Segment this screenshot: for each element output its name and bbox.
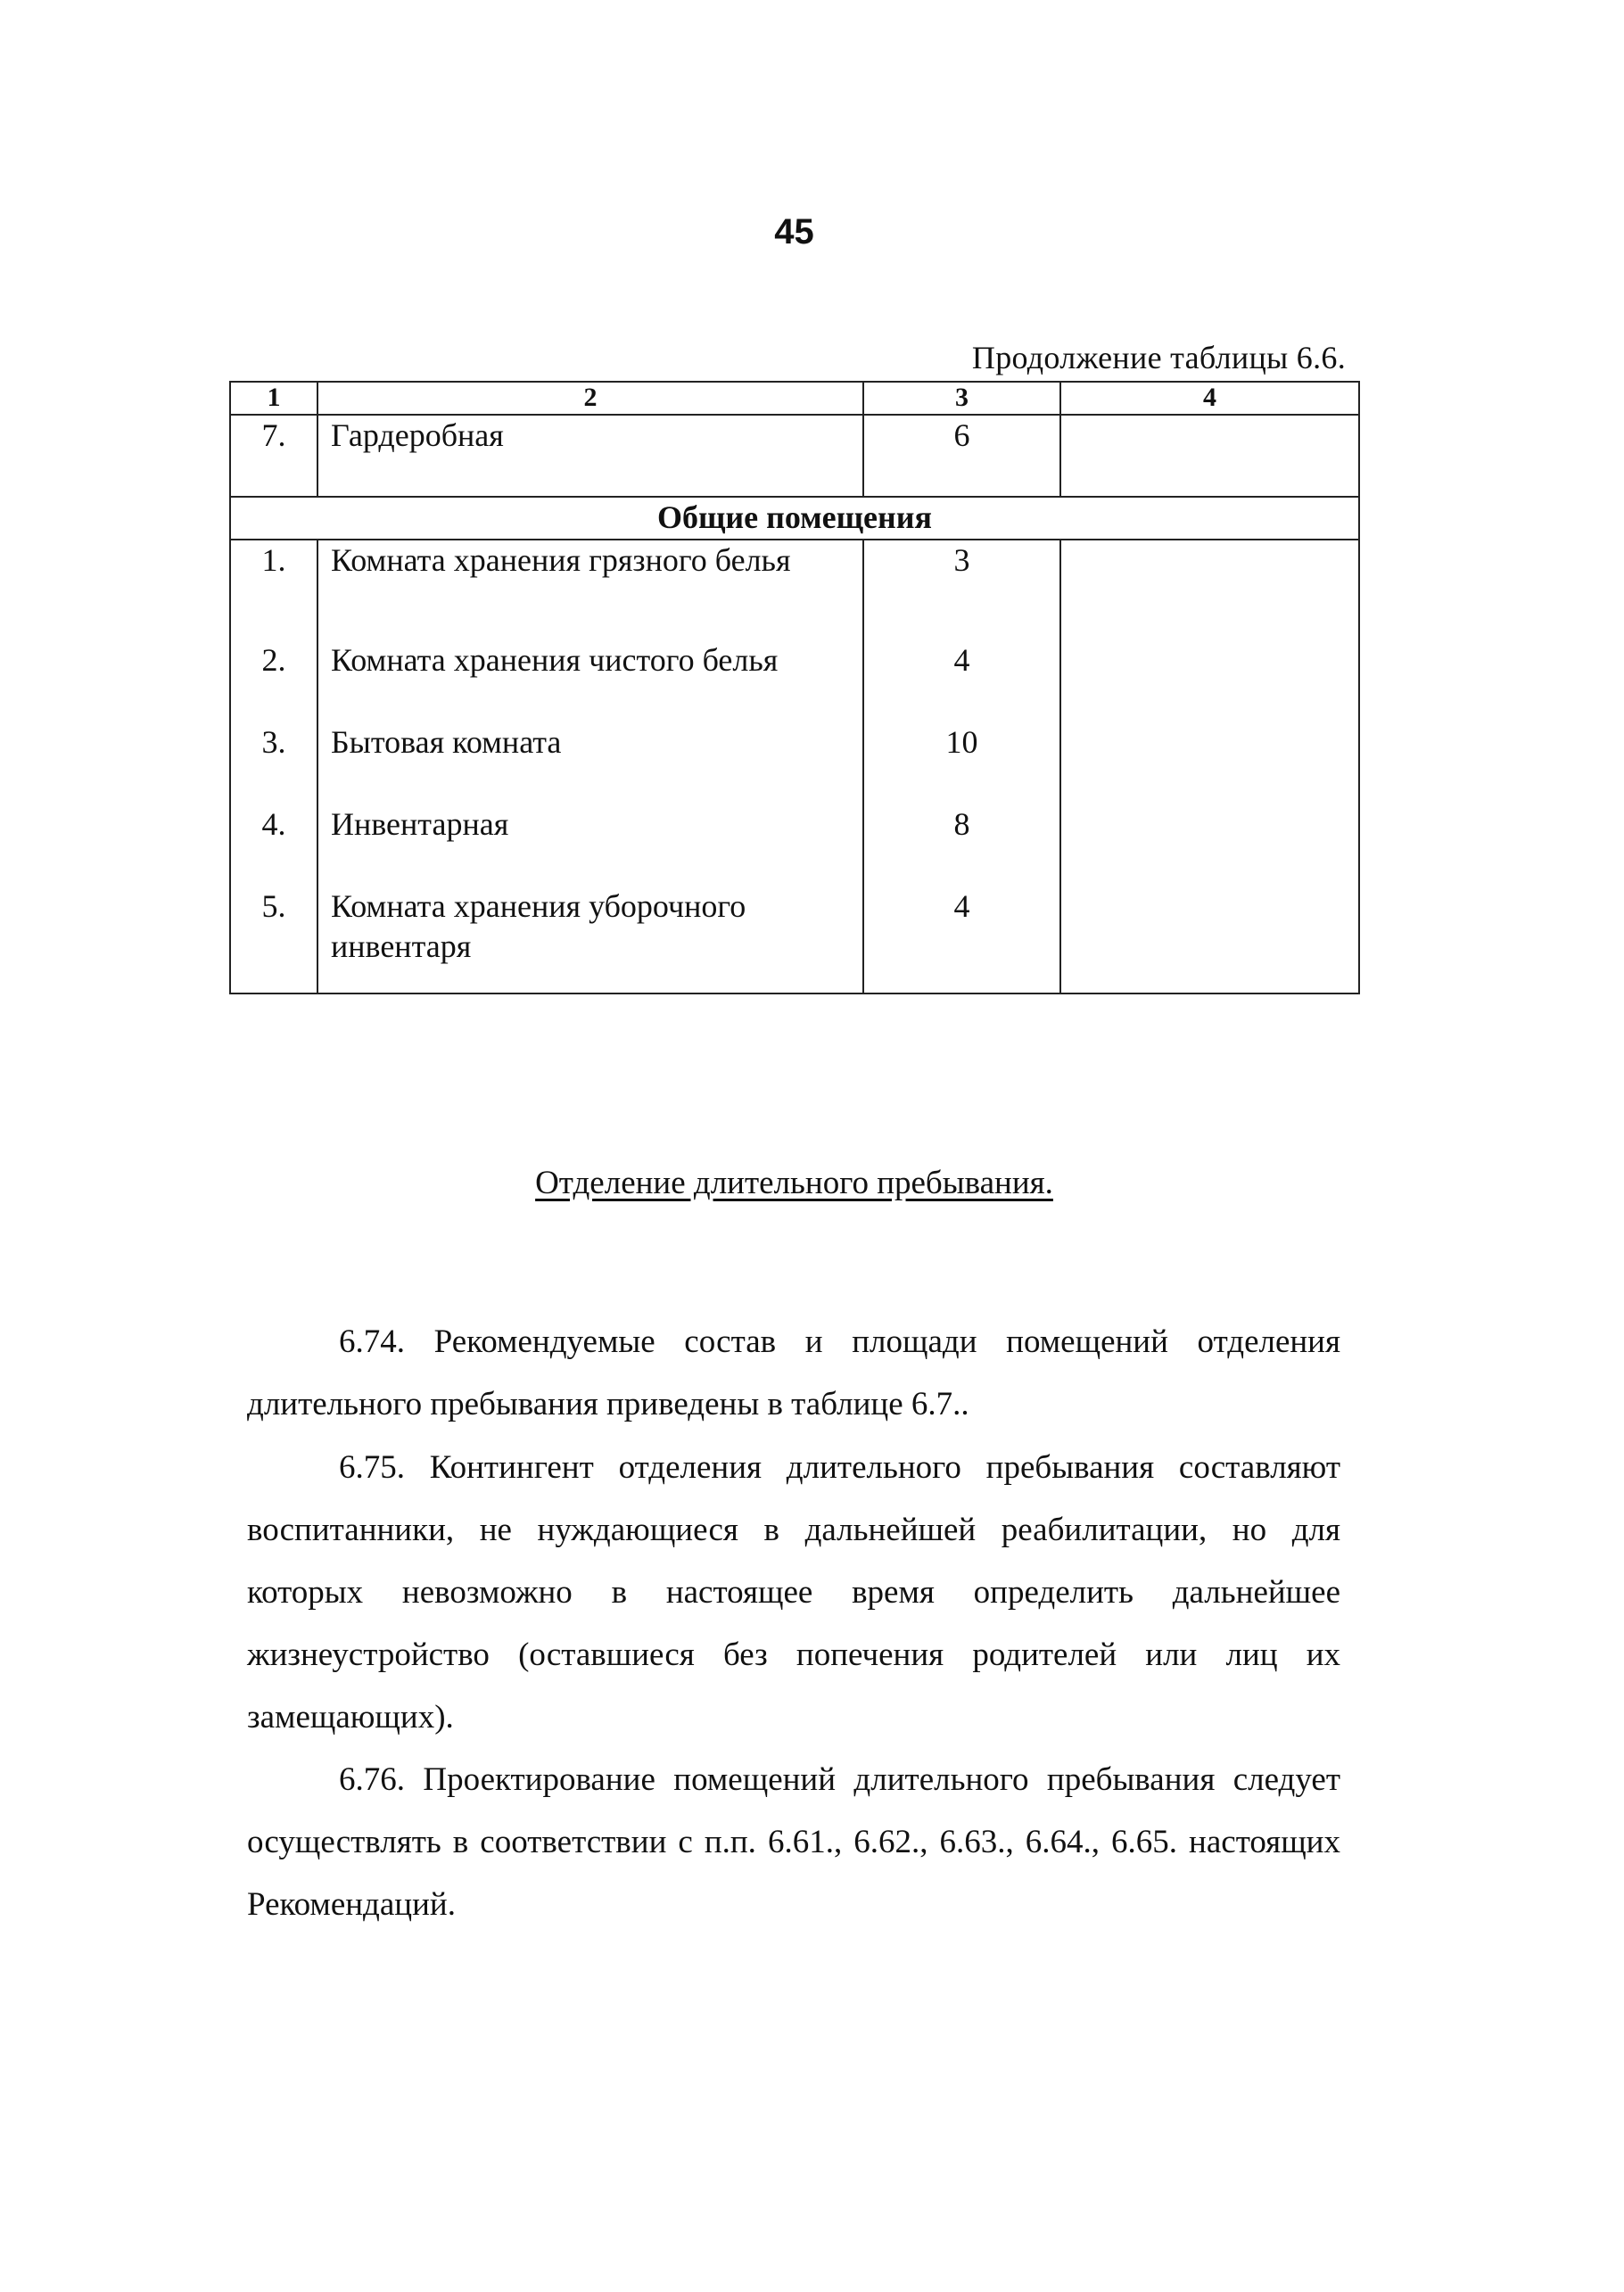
row-number: 2. (230, 640, 317, 722)
room-name: Гардеробная (317, 415, 863, 497)
page-number: 45 (774, 212, 814, 251)
row-number: 7. (230, 415, 317, 497)
rooms-table (229, 381, 1360, 994)
table-row (230, 640, 1359, 722)
paragraph: 6.74. Рекомендуемые состав и площади помещений отделения длительного пребывания приведены в таблице 6.7.. (247, 1323, 1340, 1422)
room-area: 6 (863, 415, 1060, 497)
room-area: 3 (863, 540, 1060, 640)
table-header-row (230, 382, 1359, 415)
section-heading: Отделение длительного пребывания. (535, 1165, 1053, 1201)
table-row (230, 415, 1359, 497)
room-area: 4 (863, 886, 1060, 993)
table-row (230, 722, 1359, 804)
room-name: Бытовая комната (317, 722, 863, 804)
room-note (1060, 415, 1359, 497)
row-number: 3. (230, 722, 317, 804)
row-number: 4. (230, 804, 317, 886)
paragraph: 6.75. Контингент отделения длительного пребывания составляют воспитанники, не нуждающиеся в дальнейшей реабилитации, но для которых невозможно в настоящее время определить дальнейшее жизнеустройство (оставшиеся без попечения родителей или лиц их замещающих). (247, 1449, 1340, 1735)
table-caption: Продолжение таблицы 6.6. (971, 340, 1346, 375)
room-area: 4 (863, 640, 1060, 722)
table-row (230, 540, 1359, 640)
room-name: Комната хранения грязного белья (317, 540, 863, 640)
table-section-row (230, 497, 1359, 540)
room-note (1060, 804, 1359, 886)
column-header: 3 (863, 382, 1060, 415)
room-note (1060, 886, 1359, 993)
room-note (1060, 640, 1359, 722)
paragraph: 6.76. Проектирование помещений длительного пребывания следует осуществлять в соответствии с п.п. 6.61., 6.62., 6.63., 6.64., 6.65. настоящих Рекомендаций. (247, 1761, 1340, 1923)
section-title: Общие помещения (230, 497, 1359, 540)
room-area: 10 (863, 722, 1060, 804)
column-header: 1 (230, 382, 317, 415)
row-number: 1. (230, 540, 317, 640)
row-number: 5. (230, 886, 317, 993)
room-name: Комната хранения чистого белья (317, 640, 863, 722)
table-row (230, 804, 1359, 886)
table-row (230, 886, 1359, 993)
room-area: 8 (863, 804, 1060, 886)
room-name: Инвентарная (317, 804, 863, 886)
room-note (1060, 540, 1359, 640)
room-note (1060, 722, 1359, 804)
column-header: 4 (1060, 382, 1359, 415)
column-header: 2 (317, 382, 863, 415)
room-name: Комната хранения уборочного инвентаря (317, 886, 863, 993)
